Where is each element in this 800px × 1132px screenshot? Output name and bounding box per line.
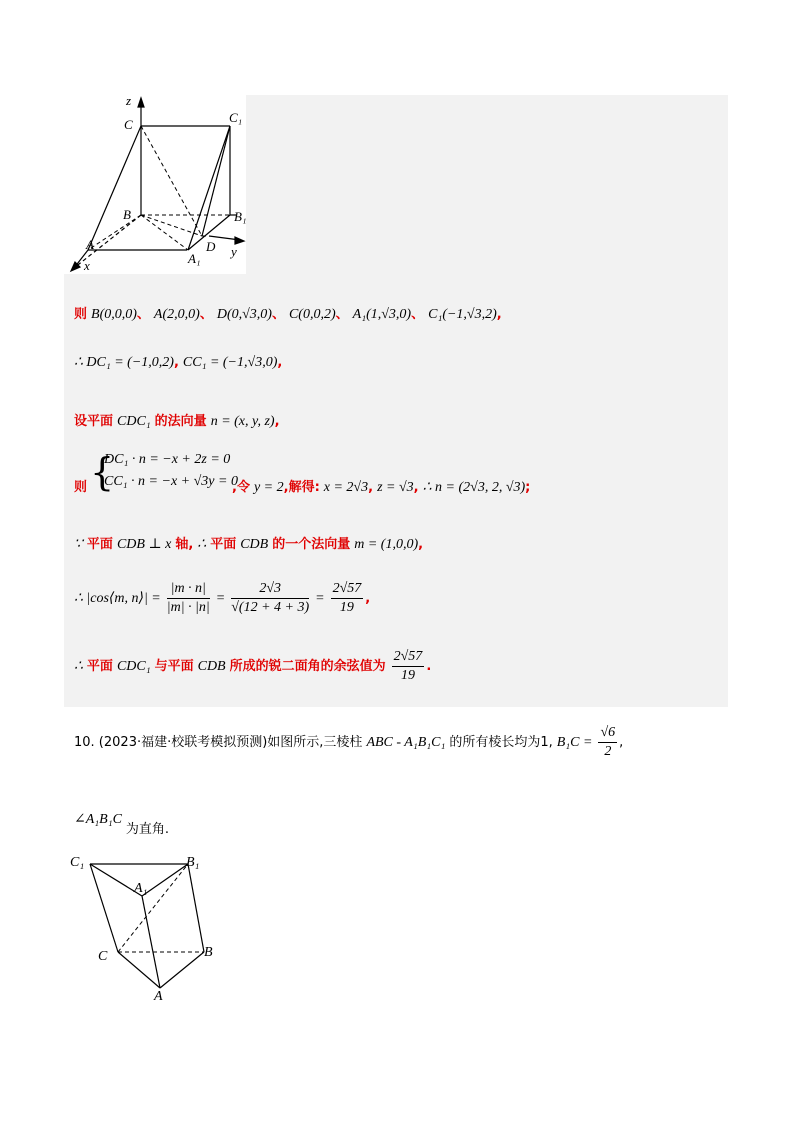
label-a: A: [86, 237, 94, 252]
cosine-computation: ∴ |cos⟨m, n⟩| = $\frac{|m \cdot n|}{|m| \cdot |n|}$ = $\frac{2√3}{√(12 + 4 + 3)}$ = $\frac{2√57}{19}$ ,: [74, 581, 371, 615]
label-c1: C₁: [229, 110, 243, 125]
label-z: z: [126, 93, 132, 108]
label-d: D: [206, 239, 216, 254]
label-x: x: [84, 258, 90, 273]
vector-cc1: CC₁ = (−1,√3,0): [182, 355, 278, 370]
label-a1: A₁: [134, 881, 148, 896]
normal-vector-line: 设平面 CDC₁ 的法向量 n = (x, y, z),: [74, 414, 280, 429]
label-c1: C₁: [70, 855, 85, 870]
label-c: C: [124, 117, 133, 132]
label-a1: A₁: [188, 251, 201, 266]
label-b1: B₁: [234, 209, 246, 224]
figure-triangular-prism: [68, 848, 218, 1008]
figure-prism-coordinates: [64, 88, 246, 274]
equation-1: DC₁ · n = −x + 2z = 0: [104, 452, 231, 467]
vector-dc1: ∴ DC₁ = (−1,0,2): [74, 355, 174, 370]
equation-2: CC₁ · n = −x + √3y = 0: [104, 474, 238, 489]
point-c1: C₁(−1,√3,2): [428, 307, 497, 322]
label-a: A: [154, 989, 163, 1004]
conclusion-line: ∴ 平面 CDC₁ 与平面 CDB 所成的锐二面角的余弦值为 $\frac{2√57}{19}$ .: [74, 649, 432, 683]
label-b: B: [204, 945, 213, 960]
triangular-prism-diagram: [68, 848, 218, 1008]
problem-10-statement: 10. (2023·福建·校联考模拟预测)如图所示,三棱柱 ABC - A₁B₁C₁ 的所有棱长均为1, B₁C = $\frac{√6}{2}$ ,: [74, 725, 624, 759]
point-d: D(0,√3,0): [216, 307, 272, 322]
label-b: B: [123, 207, 131, 222]
plane-cdb-line: ∵ 平面 CDB ⊥ x 轴, ∴ 平面 CDB 的一个法向量 m = (1,0,0),: [74, 537, 424, 552]
point-a1: A₁(1,√3,0): [352, 307, 412, 322]
prism-coordinate-diagram: [64, 88, 246, 274]
left-brace: {: [90, 450, 115, 494]
point-a: A(2,0,0): [153, 307, 200, 322]
point-c: C(0,0,2): [288, 307, 336, 322]
label-b1: B₁: [186, 855, 200, 870]
problem-10-condition: ∠A₁B₁C $_{为直角.}$: [74, 812, 170, 837]
label-y: y: [231, 244, 237, 259]
label-c: C: [98, 949, 108, 964]
point-b: B(0,0,0): [91, 307, 137, 322]
coordinates-line: 则 B(0,0,0)、 A(2,0,0)、 D(0,√3,0)、 C(0,0,2)、 A₁(1,√3,0)、 C₁(−1,√3,2),: [74, 307, 502, 322]
vectors-line: ∴ DC₁ = (−1,0,2), CC₁ = (−1,√3,0),: [74, 355, 283, 370]
